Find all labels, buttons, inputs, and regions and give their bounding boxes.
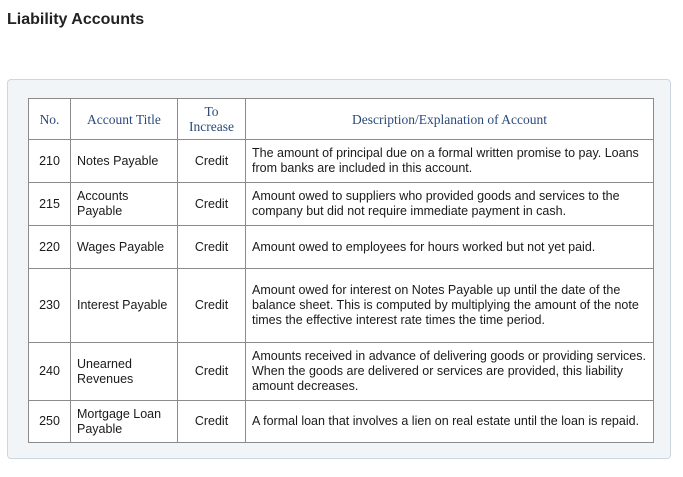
header-no: No. — [29, 99, 71, 140]
account-title: Wages Payable — [71, 226, 178, 269]
account-title: Mortgage Loan Payable — [71, 401, 178, 443]
table-panel — [7, 79, 671, 459]
account-number: 215 — [29, 183, 71, 226]
account-increase: Credit — [178, 140, 246, 183]
header-to-increase-line1: To — [204, 104, 219, 119]
page-title: Liability Accounts — [7, 11, 145, 28]
account-number: 250 — [29, 401, 71, 443]
table-row — [29, 269, 654, 343]
account-title: Accounts Payable — [71, 183, 178, 226]
table-header-row — [29, 99, 654, 140]
header-to-increase-line2: Increase — [189, 119, 234, 134]
account-description: The amount of principal due on a formal written promise to pay. Loans from banks are included in this account. — [246, 140, 654, 183]
account-title: Notes Payable — [71, 140, 178, 183]
account-increase: Credit — [178, 269, 246, 343]
table-row — [29, 183, 654, 226]
table-row — [29, 343, 654, 401]
account-description: A formal loan that involves a lien on real estate until the loan is repaid. — [246, 401, 654, 443]
account-description: Amount owed to employees for hours worked but not yet paid. — [246, 226, 654, 269]
account-increase: Credit — [178, 343, 246, 401]
account-number: 220 — [29, 226, 71, 269]
table-row — [29, 140, 654, 183]
account-title: Interest Payable — [71, 269, 178, 343]
account-description: Amounts received in advance of delivering goods or providing services. When the goods are delivered or services are provided, this liability amount decreases. — [246, 343, 654, 401]
account-description: Amount owed to suppliers who provided goods and services to the company but did not require immediate payment in cash. — [246, 183, 654, 226]
table-row — [29, 401, 654, 443]
account-title: Unearned Revenues — [71, 343, 178, 401]
account-number: 240 — [29, 343, 71, 401]
account-increase: Credit — [178, 401, 246, 443]
table-row — [29, 226, 654, 269]
account-increase: Credit — [178, 226, 246, 269]
header-account-title: Account Title — [71, 99, 178, 140]
account-increase: Credit — [178, 183, 246, 226]
account-number: 230 — [29, 269, 71, 343]
liability-accounts-table — [28, 98, 654, 443]
header-description: Description/Explanation of Account — [246, 99, 654, 140]
account-number: 210 — [29, 140, 71, 183]
account-description: Amount owed for interest on Notes Payable up until the date of the balance sheet. This is computed by multiplying the amount of the note times the effective interest rate times the time period. — [246, 269, 654, 343]
header-to-increase — [178, 99, 246, 140]
